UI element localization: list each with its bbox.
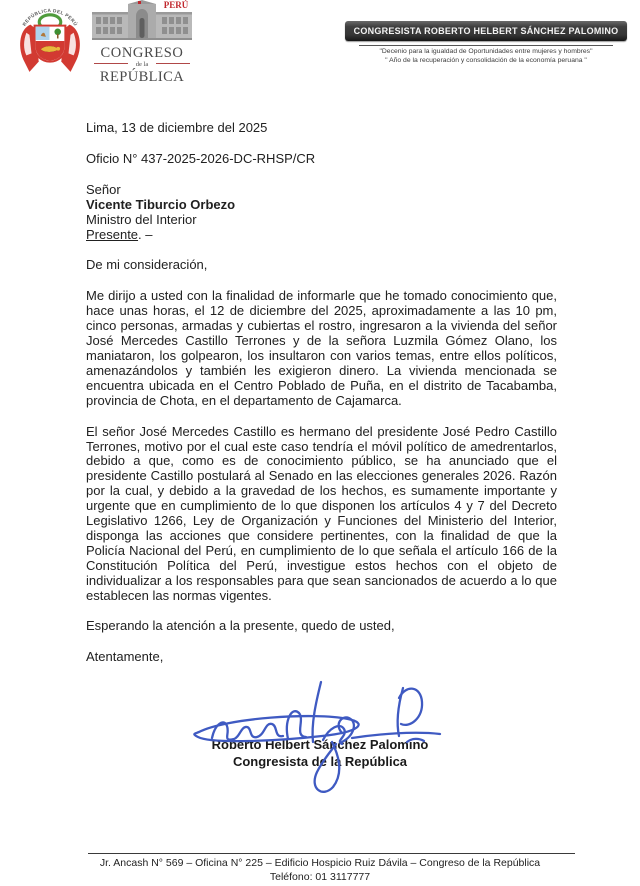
peru-coat-of-arms [14, 2, 86, 78]
logo-word-dela: de la [135, 61, 149, 68]
logo-word-republica: REPÚBLICA [99, 69, 185, 85]
tree-trunk [57, 34, 59, 39]
footer-rule [88, 853, 575, 854]
letter-date: Lima, 13 de diciembre del 2025 [86, 120, 268, 135]
logo-country-label: PERÚ [163, 0, 189, 10]
motto-rule [359, 45, 613, 46]
letter-farewell: Atentamente, [86, 649, 164, 665]
footer-phone: Teléfono: 01 3117777 [269, 870, 371, 883]
recipient-presente-line [86, 228, 557, 243]
congreso-logo [90, 0, 194, 90]
recipient-salutation: Señor [86, 181, 121, 197]
motto-block [345, 45, 627, 65]
recipient-name: Vicente Tiburcio Orbezo [86, 196, 236, 212]
cornucopia-coin [56, 47, 60, 51]
letter-greeting: De mi consideración, [86, 257, 208, 273]
logo-word-congreso: CONGRESO [100, 45, 184, 61]
footer-address: Jr. Ancash N° 569 – Oficina N° 225 – Edificio Hospicio Ruiz Dávila – Congreso de la República [99, 857, 541, 869]
congresista-banner [345, 21, 627, 41]
letter-paragraph-1: Me dirijo a usted con la finalidad de informarle que he tomado conocimiento que, hace unas horas, el 12 de diciembre del 2025, aproximadamente a las 10 pm, cinco personas, armadas y cubiertas el rostro, ingresaron a la vivienda del señor José Mercedes Castillo Terrones y de la señora Luzmila Gómez Olano, los maniataron, los golpearon, los insultaron con varios temas, entre ellos políticos, amenazándolos y también les exigieron dinero. La vivienda mencionada se encuentra ubicada en el Centro Poblado de Puña, en el distrito de Tacabamba, provincia de Chota, en el departamento de Cajamarca. [86, 288, 557, 408]
congresista-banner-text: CONGRESISTA ROBERTO HELBERT SÁNCHEZ PALOMINO [353, 26, 619, 36]
letter-paragraph-2: El señor José Mercedes Castillo es hermano del presidente José Pedro Castillo Terrones, motivo por el cual este caso tendría el móvil político de amedrentarlos, debido a que, como es de conocimiento público, se ha anunciado que el presidente Castillo postulará al Senado en las elecciones generales 2026. Razón por la cual, y debido a la gravedad de los hechos, es sumamente importante y urgente que en cumplimiento de lo que disponen los artículos 4 y 7 del Decreto Legislativo 1266, Ley de Organización y Funciones del Ministerio del Interior, disponga las acciones que considere pertinentes, con la finalidad de que la Policía Nacional del Perú, en cumplimiento de lo que señala el artículo 166 de la Constitución Política del Perú, investigue estos hechos con el objeto de individualizar a los responsables para que sean sancionados de acuerdo a lo que establecen las normas vigentes. [86, 423, 557, 603]
signer-title: Congresista de la República [232, 753, 408, 769]
footer [0, 857, 640, 884]
signer-block [150, 737, 490, 770]
coat-arc-text: REPÚBLICA DEL PERÚ [22, 8, 78, 28]
letter-reference: Oficio N° 437-2025-2026-DC-RHSP/CR [86, 150, 316, 166]
presente-word: Presente [86, 226, 139, 242]
letter-closing-line: Esperando la atención a la presente, quedo de usted, [86, 618, 395, 634]
presente-suffix: . – [138, 226, 153, 242]
recipient-title: Ministro del Interior [86, 211, 197, 227]
recipient-block [86, 183, 557, 243]
signer-name: Roberto Helbert Sánchez Palomino [211, 737, 429, 752]
letter-body [86, 121, 557, 681]
motto-line-1: "Decenio para la igualdad de Oportunidades entre mujeres y hombres" [379, 48, 593, 55]
motto-line-2: " Año de la recuperación y consolidación de la economía peruana " [385, 56, 587, 64]
